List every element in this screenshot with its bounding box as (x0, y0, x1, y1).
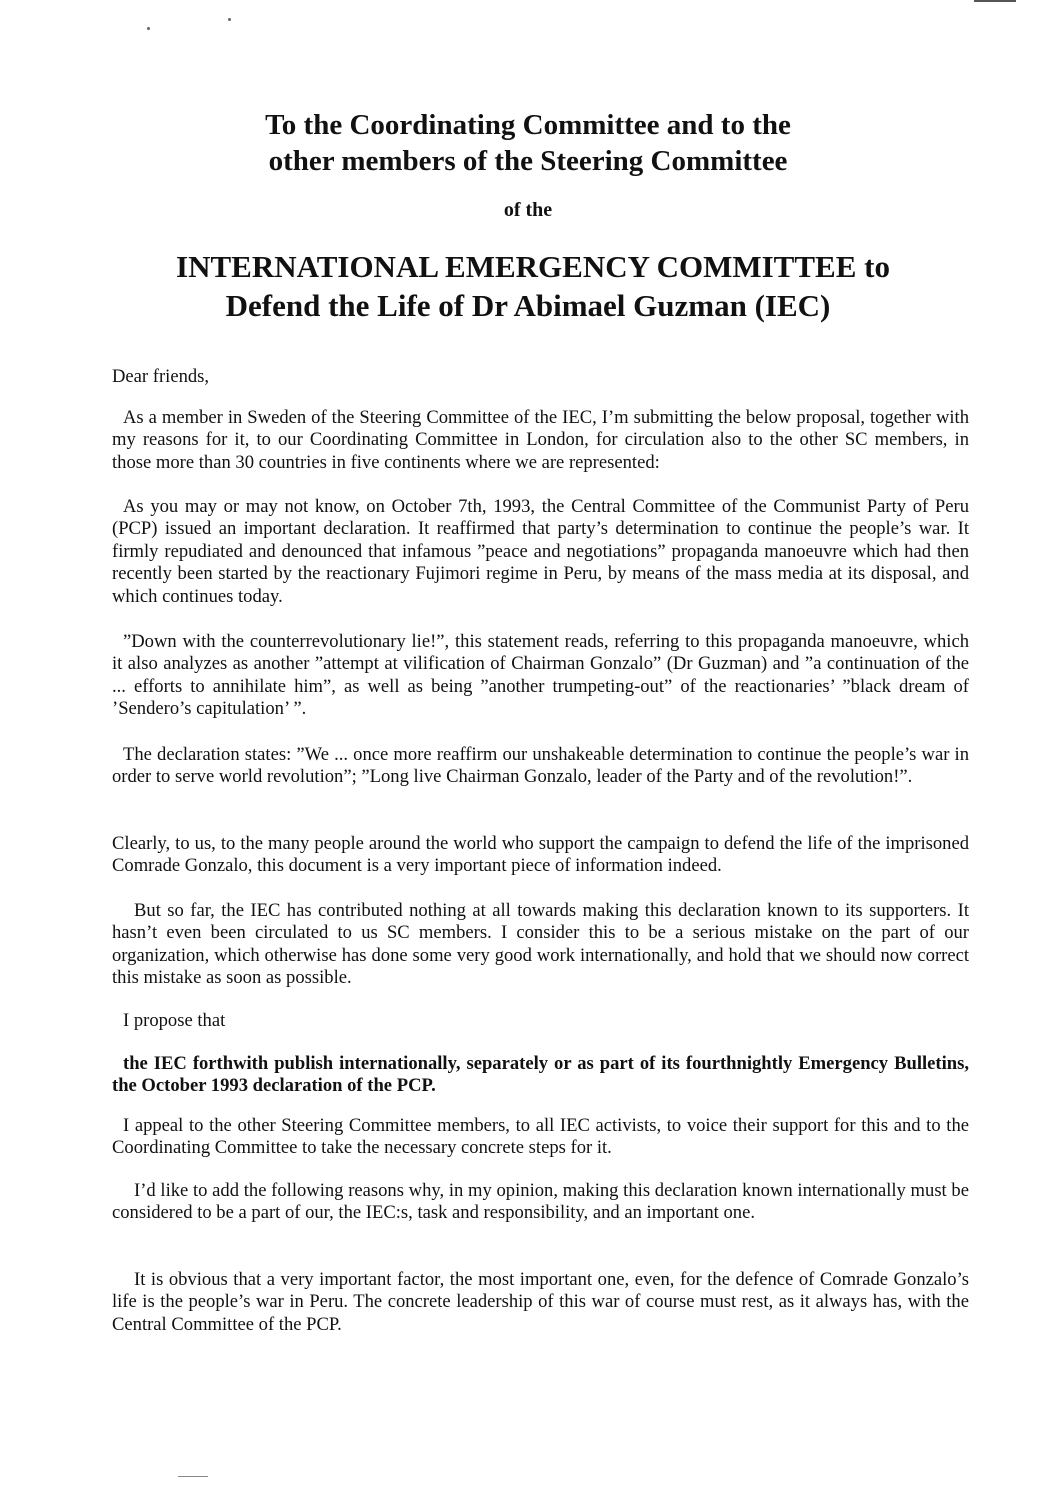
organization-line: INTERNATIONAL EMERGENCY COMMITTEE to (176, 249, 890, 284)
paragraph: But so far, the IEC has contributed nothing at all towards making this declaration known to its supporters. It hasn’t even been circulated to us SC members. I consider this to be a serious mistake on the part of our organization, which otherwise has done some very good work internationally, and hold that we should now correct this mistake as soon as possible. (112, 900, 969, 989)
scan-mark (178, 1476, 208, 1477)
title-line: other members of the Steering Committee (268, 145, 788, 177)
paragraph: It is obvious that a very important factor, the most important one, even, for the defence of Comrade Gonzalo’s life is the people’s war in Peru. The concrete leadership of this war of course must rest, as it always has, with the Central Committee of the PCP. (112, 1269, 969, 1335)
organization-line: Defend the Life of Dr Abimael Guzman (IEC) (225, 288, 831, 323)
paragraph: ”Down with the counterrevolutionary lie!”, this statement reads, referring to this propaganda manoeuvre, which it also analyzes as another ”attempt at vilification of Chairman Gonzalo” (Dr Guzman) and ”a continuation of the ... efforts to annihilate him”, as well as being ”another trumpeting-out” of the reactionaries’ ”black dream of ’Sendero’s capitulation’ ”. (112, 631, 969, 720)
organization-name (0, 247, 1056, 325)
title-line: To the Coordinating Committee and to the (265, 109, 791, 141)
paragraph: Clearly, to us, to the many people around the world who support the campaign to defend the life of the imprisoned Comrade Gonzalo, this document is a very important piece of information indeed. (112, 833, 969, 877)
greeting: Dear friends, (112, 366, 210, 387)
paragraph: I propose that (123, 1010, 226, 1031)
paragraph: As you may or may not know, on October 7th, 1993, the Central Committee of the Communist Party of Peru (PCP) issued an important declaration. It reaffirmed that party’s determination to continue the people’s war. It firmly repudiated and denounced that infamous ”peace and negotiations” propaganda manoeuvre which had then recently been started by the reactionary Fujimori regime in Peru, by means of the mass media at its disposal, and which continues today. (112, 496, 969, 607)
scan-speck (147, 27, 150, 30)
paragraph: I appeal to the other Steering Committee members, to all IEC activists, to voice their support for this and to the Coordinating Committee to take the necessary concrete steps for it. (112, 1115, 969, 1159)
of-the-label: of the (503, 199, 553, 221)
paragraph: I’d like to add the following reasons why, in my opinion, making this declaration known internationally must be considered to be a part of our, the IEC:s, task and responsibility, and an important one. (112, 1180, 969, 1224)
paragraph: The declaration states: ”We ... once more reaffirm our unshakeable determination to continue the people’s war in order to serve world revolution”; ”Long live Chairman Gonzalo, leader of the Party and of the revolution!”. (112, 744, 969, 788)
paragraph: As a member in Sweden of the Steering Committee of the IEC, I’m submitting the below proposal, together with my reasons for it, to our Coordinating Committee in London, for circulation also to the other SC members, in those more than 30 countries in five continents where we are represented: (112, 407, 969, 473)
page-corner-rule (974, 0, 1016, 2)
proposal-text: the IEC forthwith publish internationally, separately or as part of its fourthnightly Emergency Bulletins, the October 1993 declaration of the PCP. (112, 1053, 969, 1097)
scan-speck (228, 18, 231, 21)
letter-title (0, 107, 1056, 179)
